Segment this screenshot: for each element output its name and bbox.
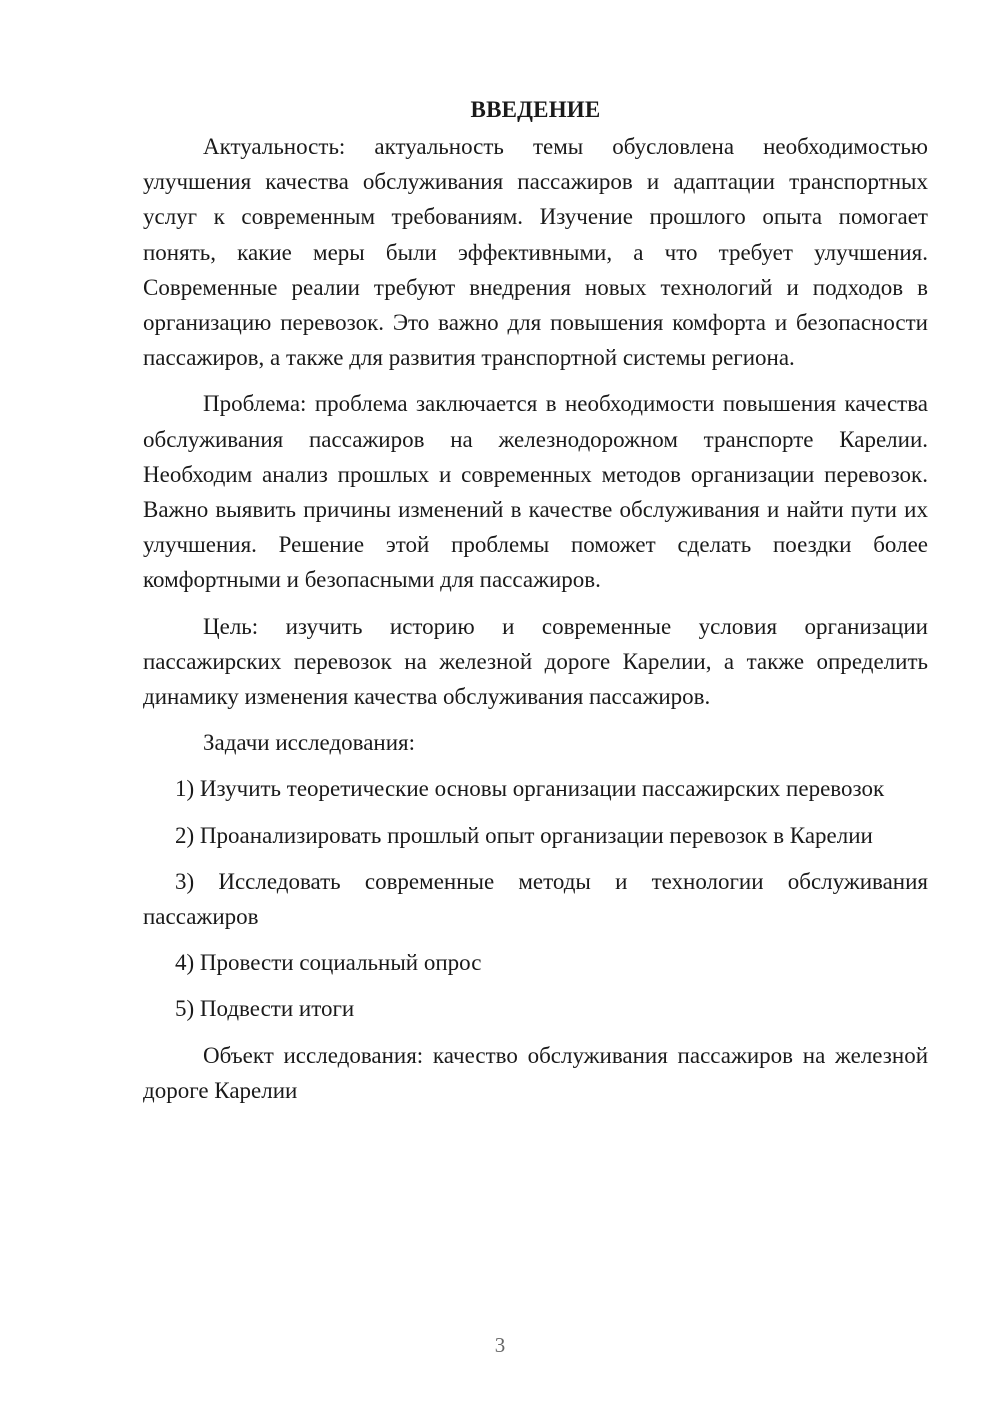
goal-paragraph: Цель: изучить историю и современные условия организации пассажирских перевозок на железной дороге Карелии, а также определить динамику изменения качества обслуживания пассажиров. [143, 613, 928, 710]
task-item: 2) Проанализировать прошлый опыт организации перевозок в Карелии [175, 822, 873, 848]
task-item: 5) Подвести итоги [175, 996, 355, 1022]
task-item: 1) Изучить теоретические основы организации пассажирских перевозок [175, 776, 885, 802]
task-item: 3) Исследовать современные методы и технологии обслуживания пассажиров [143, 868, 928, 930]
object-paragraph: Объект исследования: качество обслуживания пассажиров на железной дороге Карелии [143, 1042, 928, 1103]
page-number: 3 [494, 1333, 506, 1357]
problem-paragraph: Проблема: проблема заключается в необходимости повышения качества обслуживания пассажиров на железнодорожном транспорте Карелии. Необходим анализ прошлых и современных методов организации перевозок. Важно выявить причины изменений в качестве обслуживания и найти пути их улучшения. Решение этой проблемы поможет сделать поездки более комфортными и безопасными для пассажиров. [143, 391, 928, 593]
tasks-heading: Задачи исследования: [203, 730, 416, 756]
task-item: 4) Провести социальный опрос [175, 950, 482, 976]
relevance-paragraph: Актуальность: актуальность темы обусловлена необходимостью улучшения качества обслуживания пассажиров и адаптации транспортных услуг к современным требованиям. Изучение прошлого опыта помогает понять, какие меры были эффективными, а что требует улучшения. Современные реалии требуют внедрения новых технологий и подходов в организацию перевозок. Это важно для повышения комфорта и безопасности пассажиров, а также для развития транспортной системы региона. [143, 134, 928, 371]
document-page [143, 92, 928, 1119]
section-title: ВВЕДЕНИЕ [470, 97, 601, 122]
